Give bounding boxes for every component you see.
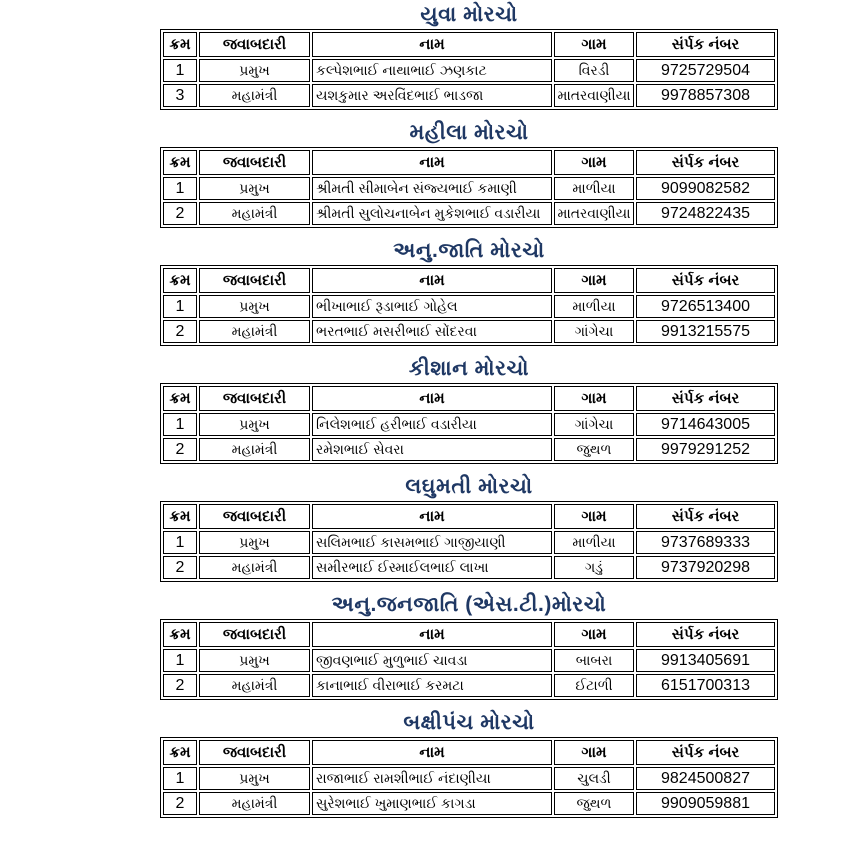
cell-serial: 2 (163, 320, 197, 343)
cell-name: સમીરભાઈ ઈસ્માઈલભાઈ લાખા (312, 556, 552, 579)
cell-role: પ્રમુખ (199, 413, 310, 436)
column-header-village: ગામ (554, 386, 634, 411)
table-row (163, 84, 775, 107)
cell-name: સલિમભાઈ કાસમભાઈ ગાજીયાણી (312, 531, 552, 554)
cell-name: યશકુમાર અરવિંદભાઈ ભાડજા (312, 84, 552, 107)
column-header-phone: સંર્પક નંબર (636, 268, 775, 293)
cell-serial: 3 (163, 84, 197, 107)
cell-serial: 1 (163, 649, 197, 672)
cell-village: ચુલડી (554, 767, 634, 790)
table-row (163, 649, 775, 672)
column-header-serial: ક્રમ (163, 268, 197, 293)
cell-serial: 1 (163, 59, 197, 82)
morcho-section-4 (160, 356, 778, 464)
column-header-village: ગામ (554, 622, 634, 647)
table-row (163, 767, 775, 790)
cell-village: ગાંગેચા (554, 320, 634, 343)
cell-village: માળીયા (554, 295, 634, 318)
cell-village: માતરવાણીયા (554, 84, 634, 107)
cell-phone: 9725729504 (636, 59, 775, 82)
header-row (163, 150, 775, 175)
column-header-role: જવાબદારી (199, 268, 310, 293)
column-header-role: જવાબદારી (199, 386, 310, 411)
header-row (163, 268, 775, 293)
header-row (163, 32, 775, 57)
table-row (163, 531, 775, 554)
column-header-village: ગામ (554, 740, 634, 765)
morcho-table (160, 501, 778, 582)
cell-role: પ્રમુખ (199, 59, 310, 82)
table-row (163, 59, 775, 82)
morcho-section-3 (160, 238, 778, 346)
cell-village: માળીયા (554, 177, 634, 200)
morcho-section-5 (160, 474, 778, 582)
column-header-phone: સંર્પક નંબર (636, 622, 775, 647)
cell-name: ભરતભાઈ મસરીભાઈ સોંદરવા (312, 320, 552, 343)
cell-village: જુથળ (554, 438, 634, 461)
cell-serial: 2 (163, 674, 197, 697)
table-body (163, 767, 775, 815)
column-header-phone: સંર્પક નંબર (636, 32, 775, 57)
column-header-role: જવાબદારી (199, 32, 310, 57)
cell-serial: 1 (163, 767, 197, 790)
cell-phone: 9909059881 (636, 792, 775, 815)
morcho-section-2 (160, 120, 778, 228)
cell-village: માતરવાણીયા (554, 202, 634, 225)
cell-village: વિરડી (554, 59, 634, 82)
cell-serial: 2 (163, 792, 197, 815)
cell-phone: 9724822435 (636, 202, 775, 225)
cell-name: શ્રીમતી સીમાબેન સંજ્યભાઈ કમાણી (312, 177, 552, 200)
column-header-name: નામ (312, 740, 552, 765)
cell-serial: 1 (163, 531, 197, 554)
column-header-serial: ક્રમ (163, 740, 197, 765)
cell-phone: 9913405691 (636, 649, 775, 672)
table-row (163, 320, 775, 343)
column-header-phone: સંર્પક નંબર (636, 386, 775, 411)
table-body (163, 295, 775, 343)
cell-village: બાબરા (554, 649, 634, 672)
section-title: કીશાન મોરચો (408, 357, 530, 380)
cell-name: શ્રીમતી સુલોચનાબેન મુકેશભાઈ વડારીયા (312, 202, 552, 225)
column-header-role: જવાબદારી (199, 504, 310, 529)
cell-role: પ્રમુખ (199, 531, 310, 554)
cell-phone: 9737689333 (636, 531, 775, 554)
cell-serial: 1 (163, 177, 197, 200)
morcho-section-7 (160, 710, 778, 818)
table-row (163, 413, 775, 436)
cell-role: મહામંત્રી (199, 556, 310, 579)
header-row (163, 386, 775, 411)
table-body (163, 413, 775, 461)
cell-phone: 9913215575 (636, 320, 775, 343)
cell-name: જીવણભાઈ મુળુભાઈ ચાવડા (312, 649, 552, 672)
column-header-role: જવાબદારી (199, 622, 310, 647)
table-row (163, 792, 775, 815)
table-body (163, 59, 775, 107)
morcho-table (160, 265, 778, 346)
table-row (163, 438, 775, 461)
column-header-serial: ક્રમ (163, 150, 197, 175)
section-title: અનુ.જનજાતિ (એસ.ટી.)મોરચો (331, 593, 607, 616)
cell-village: ગડું (554, 556, 634, 579)
cell-phone: 9824500827 (636, 767, 775, 790)
cell-name: નિલેશભાઈ હરીભાઈ વડારીયા (312, 413, 552, 436)
column-header-serial: ક્રમ (163, 622, 197, 647)
header-row (163, 504, 775, 529)
column-header-phone: સંર્પક નંબર (636, 504, 775, 529)
cell-village: માળીયા (554, 531, 634, 554)
cell-serial: 1 (163, 413, 197, 436)
section-title: બક્ષીપંચ મોરચો (403, 711, 535, 734)
table-row (163, 556, 775, 579)
cell-role: મહામંત્રી (199, 438, 310, 461)
cell-name: કાનાભાઈ વીરાભાઈ કરમટા (312, 674, 552, 697)
column-header-village: ગામ (554, 504, 634, 529)
column-header-village: ગામ (554, 32, 634, 57)
table-body (163, 177, 775, 225)
cell-village: ગાંગેચા (554, 413, 634, 436)
table-row (163, 295, 775, 318)
header-row (163, 622, 775, 647)
column-header-serial: ક્રમ (163, 504, 197, 529)
cell-village: જુથળ (554, 792, 634, 815)
morcho-table (160, 147, 778, 228)
column-header-name: નામ (312, 32, 552, 57)
cell-name: રમેશભાઈ સેવરા (312, 438, 552, 461)
cell-phone: 9737920298 (636, 556, 775, 579)
cell-name: સુરેશભાઈ ખુમાણભાઈ કાગડા (312, 792, 552, 815)
morcho-table (160, 737, 778, 818)
column-header-role: જવાબદારી (199, 150, 310, 175)
column-header-phone: સંર્પક નંબર (636, 740, 775, 765)
table-row (163, 674, 775, 697)
cell-name: રાજાભાઈ રામશીભાઈ નંદાણીયા (312, 767, 552, 790)
cell-role: પ્રમુખ (199, 295, 310, 318)
column-header-name: નામ (312, 150, 552, 175)
cell-role: મહામંત્રી (199, 84, 310, 107)
section-title: લઘુમતી મોરચો (405, 475, 533, 498)
table-row (163, 177, 775, 200)
cell-role: મહામંત્રી (199, 320, 310, 343)
section-title: મહીલા મોરચો (409, 121, 529, 144)
morcho-section-1 (160, 2, 778, 110)
column-header-name: નામ (312, 504, 552, 529)
cell-village: ઈટાળી (554, 674, 634, 697)
cell-role: મહામંત્રી (199, 792, 310, 815)
cell-phone: 9978857308 (636, 84, 775, 107)
column-header-name: નામ (312, 386, 552, 411)
column-header-name: નામ (312, 268, 552, 293)
cell-phone: 9979291252 (636, 438, 775, 461)
cell-name: ભીખાભાઈ રૂડાભાઈ ગોહેલ (312, 295, 552, 318)
section-title: અનુ.જાતિ મોરચો (393, 239, 545, 262)
morcho-table (160, 619, 778, 700)
header-row (163, 740, 775, 765)
cell-phone: 9099082582 (636, 177, 775, 200)
morcho-section-6 (160, 592, 778, 700)
cell-serial: 2 (163, 202, 197, 225)
column-header-serial: ક્રમ (163, 32, 197, 57)
cell-serial: 2 (163, 438, 197, 461)
column-header-phone: સંર્પક નંબર (636, 150, 775, 175)
cell-role: પ્રમુખ (199, 649, 310, 672)
cell-phone: 9726513400 (636, 295, 775, 318)
cell-role: પ્રમુખ (199, 767, 310, 790)
column-header-serial: ક્રમ (163, 386, 197, 411)
cell-role: મહામંત્રી (199, 202, 310, 225)
table-row (163, 202, 775, 225)
column-header-village: ગામ (554, 268, 634, 293)
table-body (163, 649, 775, 697)
morcho-table (160, 383, 778, 464)
cell-phone: 9714643005 (636, 413, 775, 436)
cell-role: મહામંત્રી (199, 674, 310, 697)
column-header-name: નામ (312, 622, 552, 647)
column-header-role: જવાબદારી (199, 740, 310, 765)
section-title: યુવા મોરચો (420, 3, 518, 26)
cell-name: કલ્પેશભાઈ નાથાભાઈ ઝણકાટ (312, 59, 552, 82)
morcho-table (160, 29, 778, 110)
cell-serial: 2 (163, 556, 197, 579)
column-header-village: ગામ (554, 150, 634, 175)
cell-phone: 6151700313 (636, 674, 775, 697)
cell-serial: 1 (163, 295, 197, 318)
table-body (163, 531, 775, 579)
cell-role: પ્રમુખ (199, 177, 310, 200)
